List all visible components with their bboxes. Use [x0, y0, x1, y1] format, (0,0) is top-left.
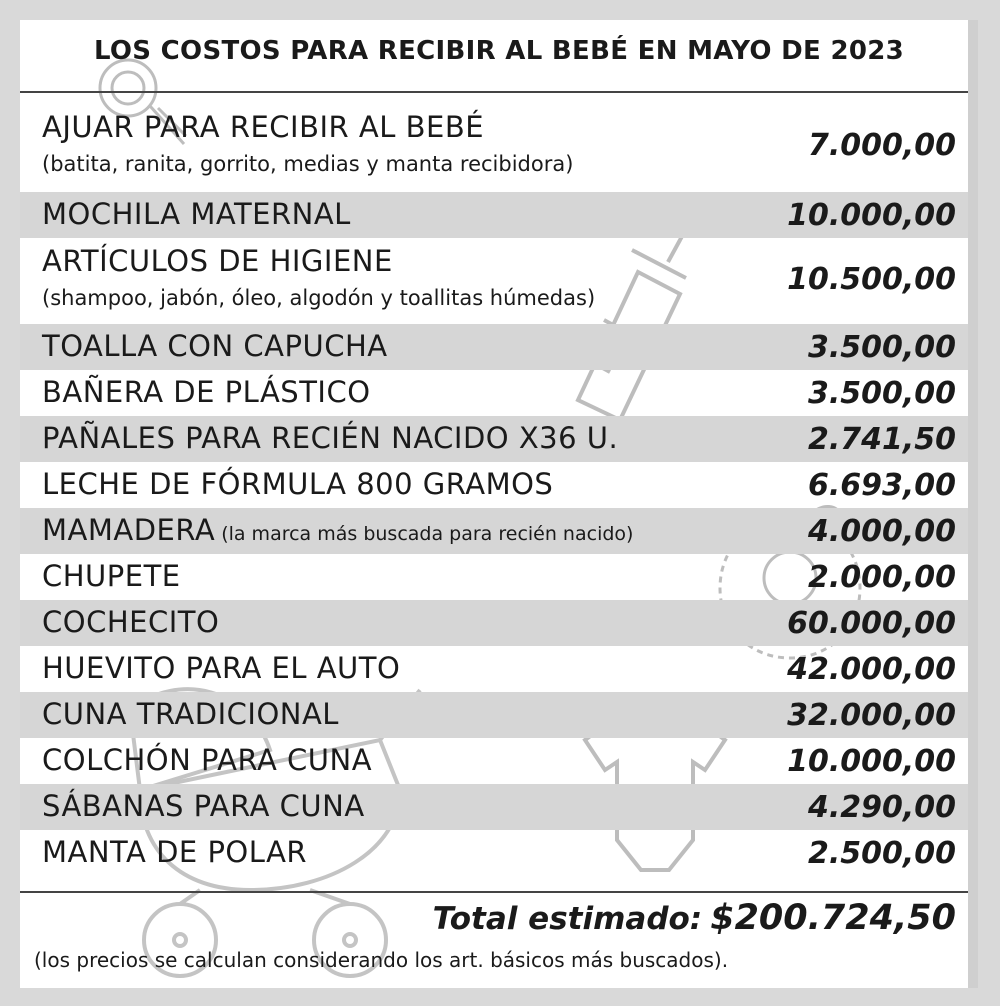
item-name: PAÑALES PARA RECIÉN NACIDO X36 U. — [42, 421, 619, 455]
item-note: (shampoo, jabón, óleo, algodón y toallitas húmedas) — [42, 286, 596, 310]
item-price: 6.693,00 — [807, 468, 956, 503]
item-note: (batita, ranita, gorrito, medias y manta recibidora) — [42, 152, 574, 176]
list-item — [20, 192, 968, 238]
item-price: 2.741,50 — [807, 422, 956, 457]
item-price: 4.290,00 — [807, 790, 956, 825]
item-price: 3.500,00 — [807, 376, 956, 411]
footnote: (los precios se calculan considerando los art. básicos más buscados). — [34, 948, 729, 972]
item-name: TOALLA CON CAPUCHA — [42, 329, 388, 363]
item-price: 7.000,00 — [807, 128, 956, 163]
bottom-divider — [20, 891, 968, 893]
item-name: COCHECITO — [42, 605, 220, 639]
item-name: MANTA DE POLAR — [42, 835, 308, 869]
total-estimate — [433, 898, 956, 938]
page-title: LOS COSTOS PARA RECIBIR AL BEBÉ EN MAYO DE 2023 — [93, 36, 905, 66]
list-item — [20, 238, 968, 324]
item-name: MAMADERA — [42, 513, 216, 547]
item-name: AJUAR PARA RECIBIR AL BEBÉ — [42, 110, 485, 144]
item-price: 10.000,00 — [787, 744, 956, 779]
list-item — [20, 508, 968, 554]
item-price: 10.500,00 — [787, 262, 956, 297]
item-price: 60.000,00 — [787, 606, 956, 641]
list-item — [20, 554, 968, 600]
item-price: 10.000,00 — [787, 198, 956, 233]
item-name: ARTÍCULOS DE HIGIENE — [42, 244, 393, 278]
cost-table-card — [20, 20, 978, 988]
list-item — [20, 646, 968, 692]
item-price: 2.500,00 — [807, 836, 956, 871]
item-name: BAÑERA DE PLÁSTICO — [42, 375, 371, 409]
list-item — [20, 600, 968, 646]
item-price: 32.000,00 — [787, 698, 956, 733]
item-name: CUNA TRADICIONAL — [42, 697, 339, 731]
list-item — [20, 830, 968, 876]
item-name: SÁBANAS PARA CUNA — [42, 789, 365, 823]
cost-list — [20, 104, 968, 876]
list-item — [20, 416, 968, 462]
top-divider — [20, 91, 968, 93]
item-price: 42.000,00 — [787, 652, 956, 687]
item-name: CHUPETE — [42, 559, 181, 593]
list-item — [20, 324, 968, 370]
item-name: COLCHÓN PARA CUNA — [42, 743, 373, 777]
item-name-with-note — [42, 513, 633, 547]
total-label: Total estimado: — [432, 901, 703, 937]
item-price: 4.000,00 — [807, 514, 956, 549]
item-note: (la marca más buscada para recién nacido) — [221, 523, 634, 545]
item-price: 2.000,00 — [807, 560, 956, 595]
list-item — [20, 784, 968, 830]
list-item — [20, 370, 968, 416]
list-item — [20, 692, 968, 738]
item-price: 3.500,00 — [807, 330, 956, 365]
list-item — [20, 462, 968, 508]
list-item — [20, 104, 968, 192]
list-item — [20, 738, 968, 784]
item-name: HUEVITO PARA EL AUTO — [42, 651, 401, 685]
item-name: MOCHILA MATERNAL — [42, 197, 351, 231]
total-value: $200.724,50 — [710, 898, 956, 938]
item-name: LECHE DE FÓRMULA 800 GRAMOS — [42, 467, 554, 501]
